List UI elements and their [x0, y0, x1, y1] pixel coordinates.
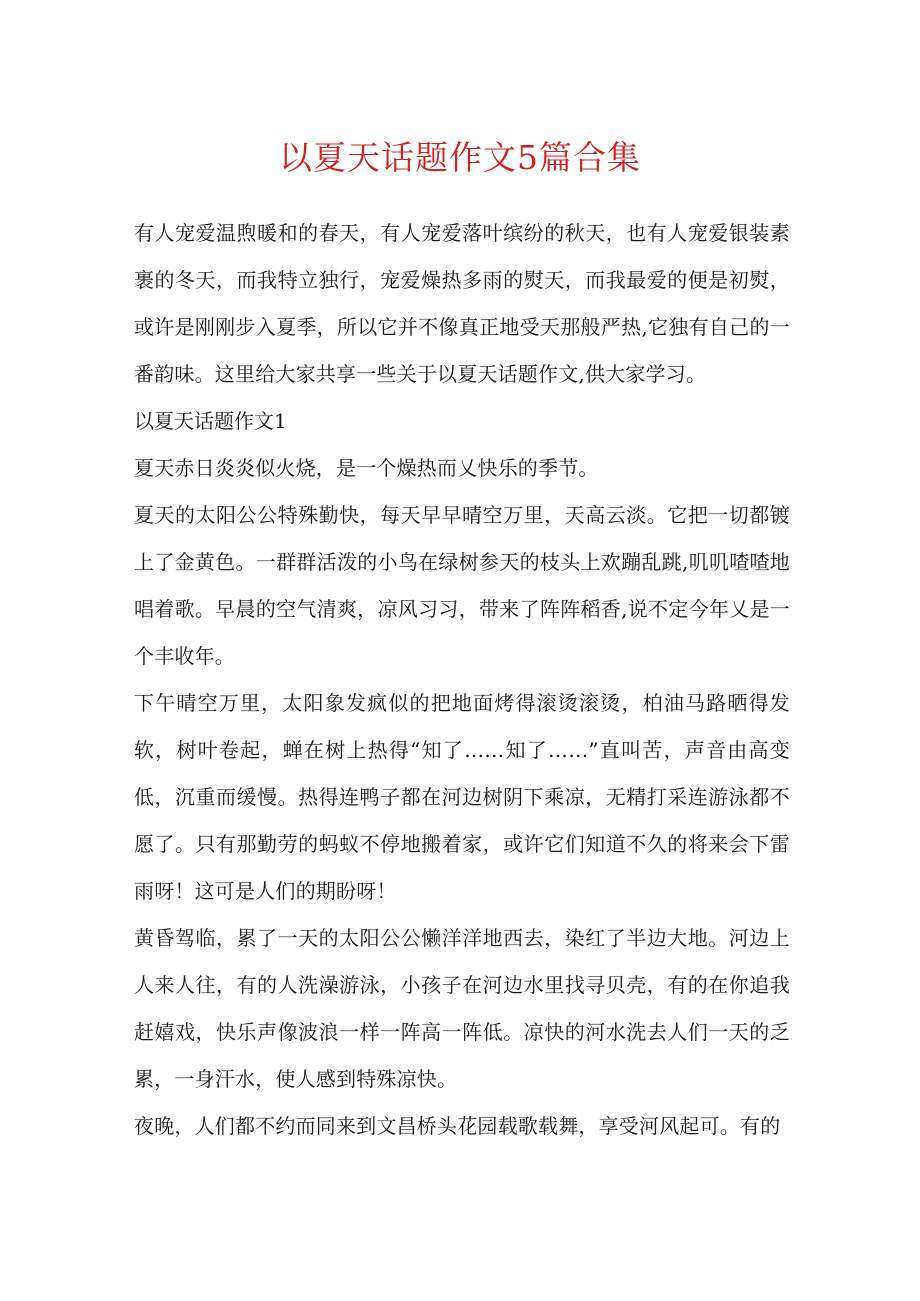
document-body	[134, 210, 790, 1150]
intro-paragraph: 有人宠爱温煦暖和的春天，有人宠爱落叶缤纷的秋天，也有人宠爱银装素裹的冬天，而我特立独行，宠爱燥热多雨的熨天，而我最爱的便是初熨，或许是刚刚步入夏季，所以它并不像真正地受天那般严热,它独有自己的一番韵味。这里给大家共享一些关于以夏天话题作文,供大家学习。	[134, 221, 790, 386]
section-heading: 以夏天话题作文1	[134, 409, 287, 433]
paragraph: 夏天的太阳公公特殊勤快，每天早早晴空万里，天高云淡。它把一切都镀上了金黄色。一群群活泼的小鸟在绿树参天的枝头上欢蹦乱跳,叽叽喳喳地唱着歌。早晨的空气清爽，凉风习习，带来了阵阵稻香,说不定今年乂是一个丰收年。	[134, 503, 790, 668]
paragraph: 下午晴空万里，太阳象发疯似的把地面烤得滚烫滚烫，柏油马路晒得发软，树叶卷起，蝉在树上热得“知了……知了……”直叫苦，声音由高变低，沉重而缓慢。热得连鸭子都在河边树阴下乘凉，无精打采连游泳都不愿了。只有那勤劳的蚂蚁不停地搬着家，或许它们知道不久的将来会下雷雨呀！这可是人们的期盼呀！	[134, 691, 790, 903]
paragraph: 夜晚，人们都不约而同来到文昌桥头花园载歌载舞，享受河风起可。有的	[134, 1114, 781, 1138]
document-title: 以夏天话题作文5篇合集	[279, 138, 641, 177]
paragraph: 夏天赤日炎炎似火烧，是一个燥热而乂快乐的季节。	[134, 456, 599, 480]
paragraph: 黄昏驾临，累了一天的太阳公公懒洋洋地西去，染红了半边大地。河边上人来人往，有的人洗澡游泳，小孩子在河边水里找寻贝壳，有的在你追我赶嬉戏，快乐声像波浪一样一阵高一阵低。凉快的河水洗去人们一天的乏累，一身汗水，使人感到特殊凉快。	[134, 926, 790, 1091]
